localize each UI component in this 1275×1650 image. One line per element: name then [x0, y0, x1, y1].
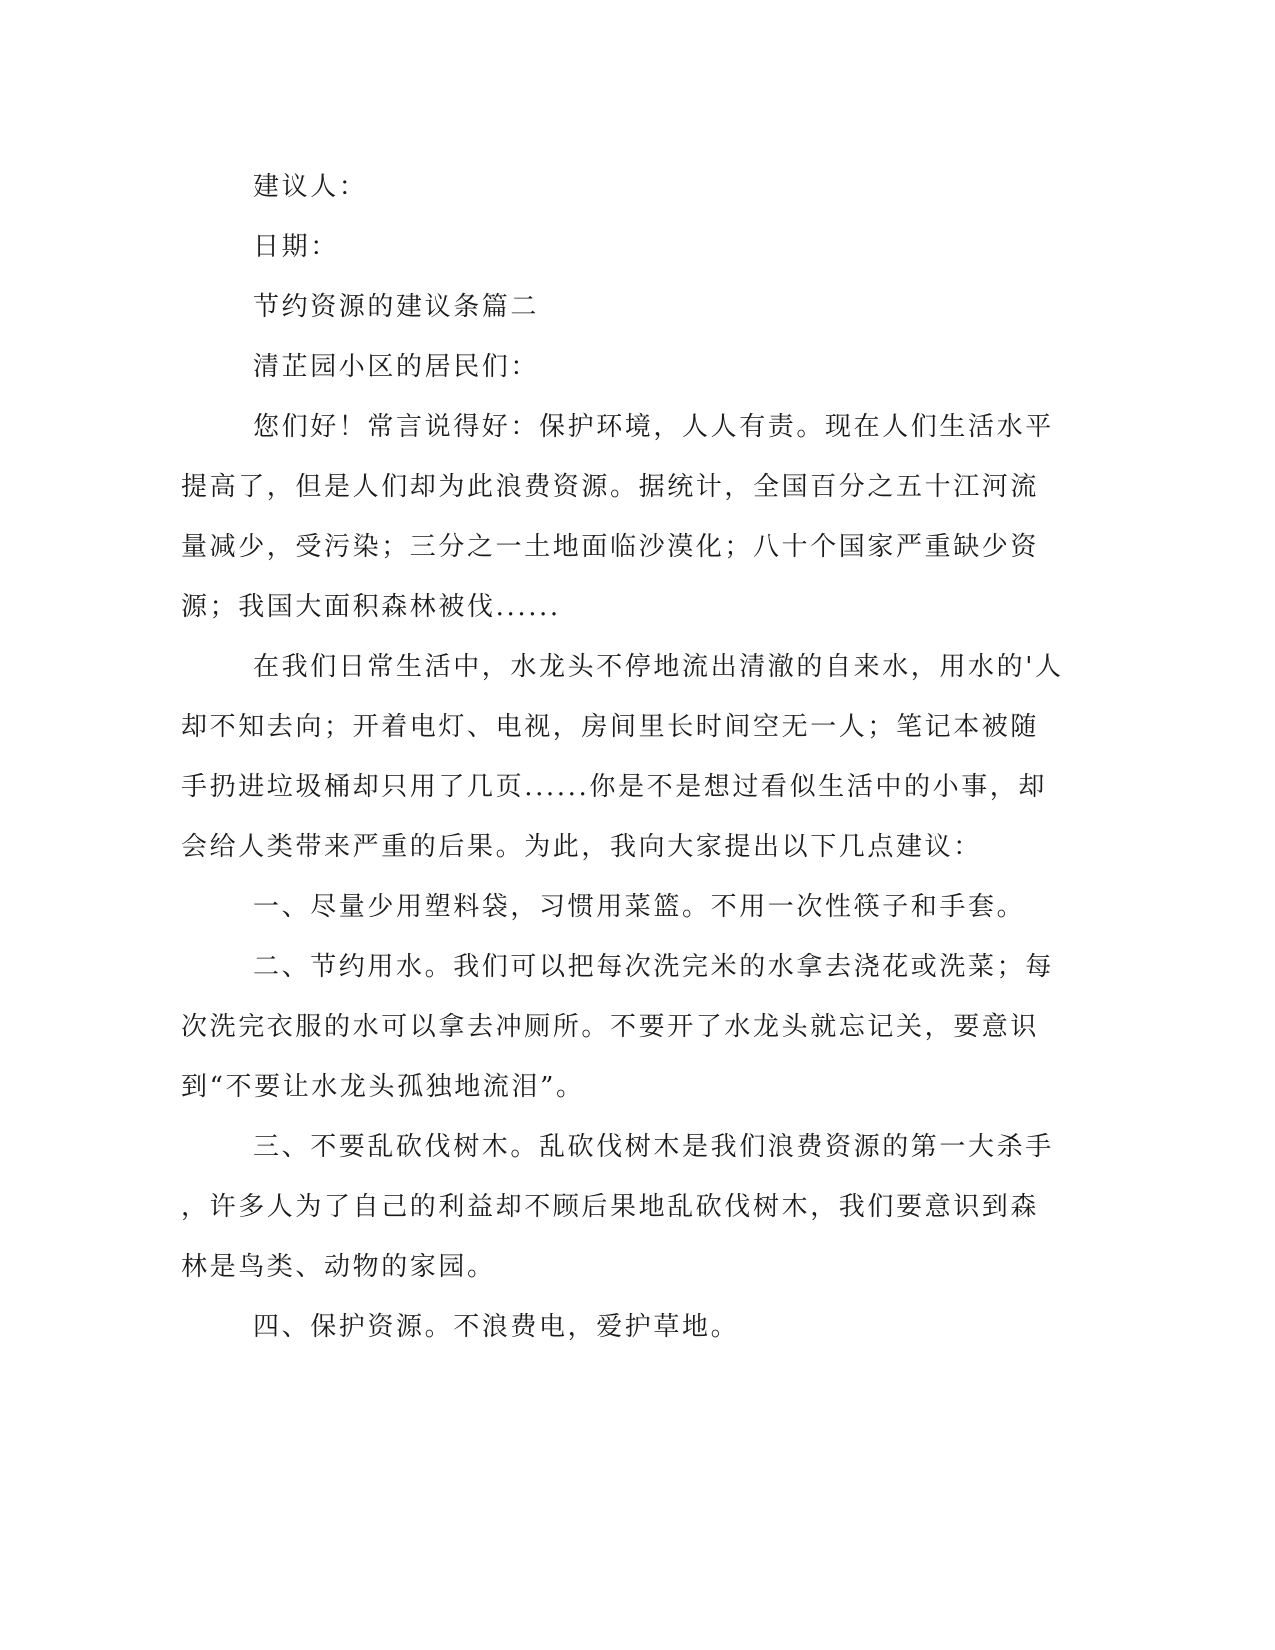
signature-line: 建议人： [253, 172, 368, 202]
suggestion-4 [181, 1297, 1033, 1357]
paragraph-line: 到“不要让水龙头孤独地流泪”。 [181, 1072, 585, 1102]
paragraph-greeting [181, 397, 1054, 637]
paragraph-line: 却不知去向；开着电灯、电视，房间里长时间空无一人；笔记本被随 [181, 712, 1040, 742]
paragraph-line: 林是鸟类、动物的家园。 [181, 1252, 496, 1282]
document-page [181, 157, 1064, 1357]
paragraph-line: 三、不要乱砍伐树木。乱砍伐树木是我们浪费资源的第一大杀手 [253, 1132, 1054, 1162]
paragraph-line: 在我们日常生活中，水龙头不停地流出清澈的自来水，用水的'人 [253, 652, 1064, 682]
suggestion-2 [181, 937, 1054, 1117]
paragraph-line: 二、节约用水。我们可以把每次洗完米的水拿去浇花或洗菜；每 [253, 952, 1054, 982]
suggestion-3 [181, 1117, 1054, 1297]
paragraph-line: 会给人类带来严重的后果。为此，我向大家提出以下几点建议： [181, 832, 982, 862]
paragraph-line: 一、尽量少用塑料袋，习惯用菜篮。不用一次性筷子和手套。 [253, 892, 1026, 922]
section-title: 节约资源的建议条篇二 [253, 292, 540, 322]
paragraph-line: 四、保护资源。不浪费电，爱护草地。 [253, 1312, 740, 1342]
salutation: 清芷园小区的居民们： [253, 352, 540, 382]
paragraph-line: 手扔进垃圾桶却只用了几页......你是不是想过看似生活中的小事，却 [181, 772, 1047, 802]
paragraph-line: 次洗完衣服的水可以拿去冲厕所。不要开了水龙头就忘记关，要意识 [181, 1012, 1040, 1042]
date-line: 日期： [253, 232, 339, 262]
paragraph-daily-life [181, 637, 1064, 877]
paragraph-line: 提高了，但是人们却为此浪费资源。据统计，全国百分之五十江河流 [181, 472, 1040, 502]
paragraph-line: 量减少，受污染；三分之一土地面临沙漠化；八十个国家严重缺少资 [181, 532, 1040, 562]
paragraph-line: ，许多人为了自己的利益却不顾后果地乱砍伐树木，我们要意识到森 [181, 1192, 1040, 1222]
paragraph-line: 源；我国大面积森林被伐...... [181, 592, 561, 622]
suggestion-1 [181, 877, 1033, 937]
paragraph-line: 您们好！常言说得好：保护环境，人人有责。现在人们生活水平 [253, 412, 1054, 442]
